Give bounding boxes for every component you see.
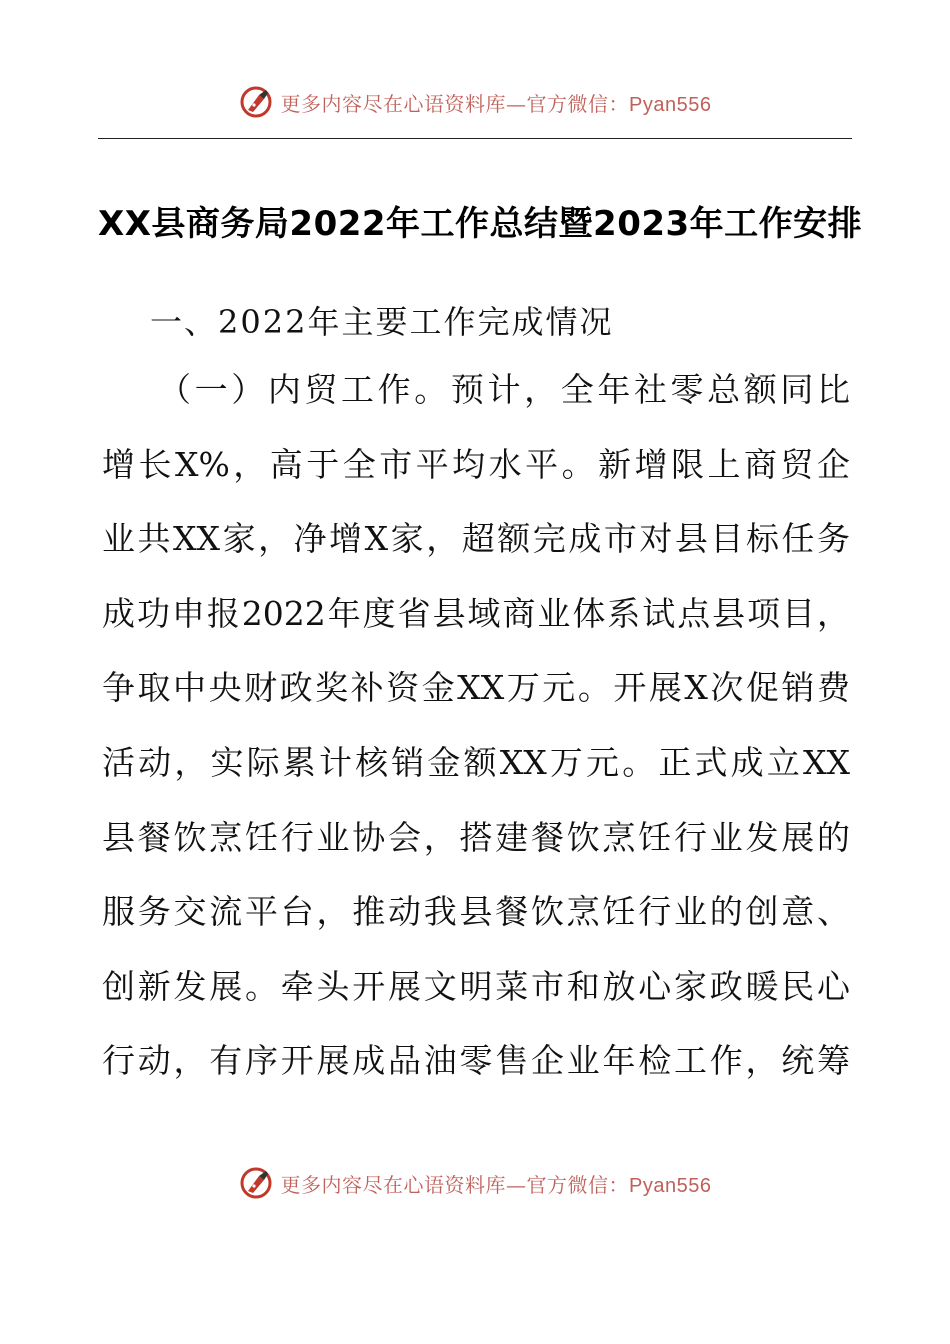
footer-banner-inner bbox=[239, 1166, 712, 1200]
body-line-9: 创新发展。牵头开展文明菜市和放心家政暖民心 bbox=[102, 966, 850, 1006]
body-line-4: 成功申报2022年度省县域商业体系试点县项目， bbox=[102, 593, 850, 633]
document-title: XX县商务局2022年工作总结暨2023年工作安排 bbox=[98, 204, 863, 244]
header-banner-wechat-id: Pyan556 bbox=[629, 93, 712, 116]
pen-nib-logo-icon bbox=[239, 1166, 273, 1200]
header-banner bbox=[0, 82, 950, 122]
header-banner-text-cn: 更多内容尽在心语资料库—官方微信： bbox=[280, 91, 630, 116]
header-rule bbox=[98, 138, 852, 139]
body-text bbox=[102, 362, 850, 1108]
body-line-10: 行动，有序开展成品油零售企业年检工作，统筹 bbox=[102, 1041, 850, 1081]
footer-banner bbox=[0, 1163, 950, 1203]
body-line-3: 业共XX家，净增X家，超额完成市对县目标任务 bbox=[102, 519, 850, 559]
header-banner-inner bbox=[239, 85, 712, 119]
body-line-6: 活动，实际累计核销金额XX万元。正式成立XX bbox=[102, 742, 850, 782]
footer-banner-wechat-id: Pyan556 bbox=[629, 1174, 712, 1197]
body-line-2: 增长X%，高于全市平均水平。新增限上商贸企 bbox=[102, 444, 850, 484]
header-banner-text bbox=[281, 88, 712, 117]
pen-nib-logo-icon bbox=[239, 85, 273, 119]
body-line-7: 县餐饮烹饪行业协会，搭建餐饮烹饪行业发展的 bbox=[102, 817, 850, 857]
section-heading: 一、2022年主要工作完成情况 bbox=[150, 303, 614, 341]
body-line-5: 争取中央财政奖补资金XX万元。开展X次促销费 bbox=[102, 668, 850, 708]
body-line-1: （一）内贸工作。预计，全年社零总额同比 bbox=[158, 370, 850, 409]
footer-banner-text-cn: 更多内容尽在心语资料库—官方微信： bbox=[280, 1172, 630, 1197]
footer-banner-text bbox=[281, 1169, 712, 1198]
body-line-8: 服务交流平台，推动我县餐饮烹饪行业的创意、 bbox=[102, 892, 850, 932]
